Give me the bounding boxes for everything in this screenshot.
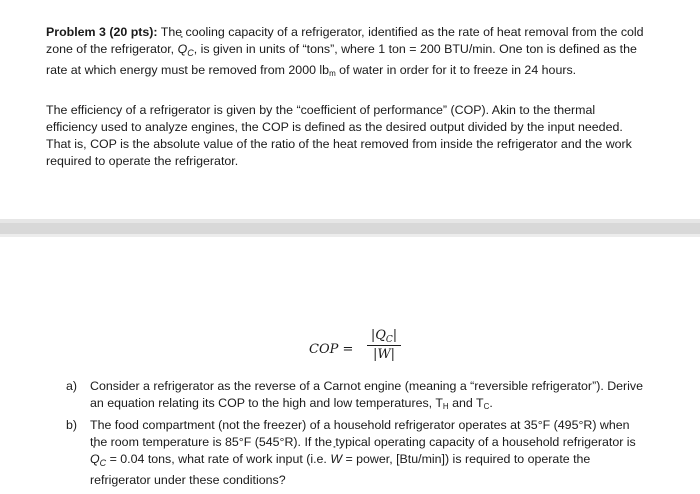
- question-b-text: The food compartment (not the freezer) of a household refrigerator operates at 35°F (495°R) when the room temperature is 85°F (545°R). If the typical operating capacity of a household refrigerator is ˙ $Q_C = 0.04$ tons, what rate of work input (i.e. ˙ W = power, [Btu/min]) is required to operate the refrigerator under these conditions?: [90, 417, 646, 489]
- question-b-label: b): [66, 418, 78, 432]
- qc-dot-symbol: ˙ Q: [90, 452, 100, 466]
- problem-heading: Problem 3 (20 pts):: [46, 25, 158, 39]
- w-dot-symbol: ˙ W: [330, 452, 342, 466]
- lbm-subscript: m: [329, 69, 336, 78]
- formula-fraction: [367, 328, 401, 363]
- problem-paragraph-1: [46, 24, 646, 82]
- formula-numerator: $|Q_C|$: [370, 328, 398, 345]
- p1-text-b: , is given in units of “tons”, where 1 ton = 200 BTU/min. One ton is defined as the rate at which energy must be removed from 2000 lb: [46, 42, 637, 77]
- qc-symbol: ˙ Q: [178, 42, 188, 56]
- page-divider: [0, 219, 700, 239]
- p1-text-c: of water in order for it to freeze in 24 hours.: [335, 63, 577, 77]
- question-a-label: a): [66, 379, 78, 393]
- problem-paragraph-2: The efficiency of a refrigerator is given by the “coefficient of performance” (COP). Akin to the thermal efficiency used to analyze engines, the COP is defined as the desired output divided by the input needed. That is, COP is the absolute value of the ratio of the heat removed from inside the refrigerator and the work required to operate the refrigerator.: [46, 103, 632, 168]
- question-a-text: Consider a refrigerator as the reverse of a Carnot engine (meaning a “reversible refrigerator”). Derive an equation relating its COP to the high and low temperatures, TH and TC.: [90, 379, 644, 411]
- qc-subscript: C: [187, 48, 194, 58]
- p1-text-a: The cooling capacity of a refrigerator, identified as the rate of heat removal from the cold zone of the refrigerator,: [46, 25, 644, 56]
- formula-denominator: |W|: [372, 347, 396, 362]
- fraction-bar: [367, 345, 401, 346]
- formula-lhs: COP =: [309, 342, 354, 357]
